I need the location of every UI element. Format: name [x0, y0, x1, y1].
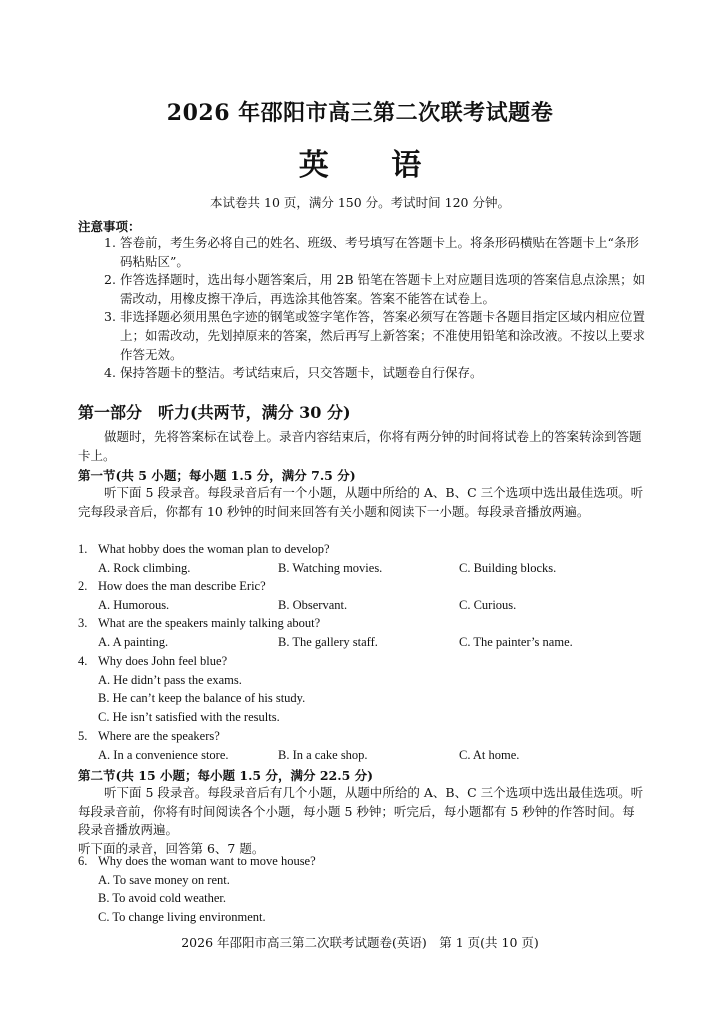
question-3 — [78, 614, 646, 651]
question-number: 5. — [78, 729, 88, 743]
exam-title: 2026 年邵阳市高三第二次联考试题卷 — [166, 100, 554, 126]
option-a: A. A painting. — [98, 634, 169, 649]
question-number: 6. — [78, 854, 88, 868]
notice-text: 作答选择题时，选出每小题答案后，用 2B 铅笔在答题卡上对应题目选项的答案信息点涂黑；如需改动，用橡皮擦干净后，再选涂其他答案。答案不能答在试卷上。 — [120, 272, 646, 306]
part1-description: 做题时，先将答案标在试卷上。录音内容结束后，你将有两分钟的时间将试卷上的答案转涂到答题卡上。 — [78, 429, 642, 463]
question-number: 4. — [78, 654, 88, 668]
notices-list — [104, 234, 646, 383]
notice-item — [104, 271, 646, 308]
option-c: C. Curious. — [459, 597, 517, 612]
question-stem: What are the speakers mainly talking about? — [98, 616, 321, 630]
notice-number: 4. — [104, 365, 116, 381]
notice-item — [104, 234, 646, 271]
option-b: B. Watching movies. — [278, 560, 383, 575]
question-4 — [78, 652, 646, 726]
option-c: C. To change living environment. — [98, 909, 266, 924]
option-a: A. Humorous. — [98, 597, 170, 612]
option-a: A. In a convenience store. — [98, 747, 229, 762]
notice-number: 3. — [104, 309, 116, 325]
question-stem: Why does John feel blue? — [98, 654, 228, 668]
option-c: C. At home. — [459, 747, 520, 762]
notice-item — [104, 308, 646, 364]
exam-info: 本试卷共 10 页，满分 150 分。考试时间 120 分钟。 — [210, 195, 510, 210]
option-b: B. Observant. — [278, 597, 348, 612]
notice-text: 非选择题必须用黑色字迹的钢笔或签字笔作答，答案必须写在答题卡各题目指定区域内相应位置上；如需改动，先划掉原来的答案，然后再写上新答案；不准使用铅笔和涂改液。不按以上要求作答无效。 — [120, 309, 646, 362]
option-a: A. To save money on rent. — [98, 872, 230, 887]
notice-item — [104, 364, 646, 383]
section2-heading: 第二节(共 15 小题；每小题 1.5 分，满分 22.5 分) — [78, 768, 374, 783]
notice-number: 1. — [104, 235, 116, 250]
question-stem: Why does the woman want to move house? — [98, 854, 316, 868]
question-2 — [78, 577, 646, 614]
section2-description: 听下面 5 段录音。每段录音后有几个小题，从题中所给的 A、B、C 三个选项中选出最佳选项。听每段录音前，你将有时间阅读各个小题，每小题 5 秒钟；听完后，每小题都有 5 秒钟的作答时间。每段录音播放两遍。 — [78, 785, 644, 838]
option-b: B. The gallery staff. — [278, 634, 378, 649]
question-5 — [78, 727, 646, 764]
option-c: C. Building blocks. — [459, 560, 557, 575]
option-c: C. The painter’s name. — [459, 634, 573, 649]
option-a: A. He didn’t pass the exams. — [98, 672, 242, 687]
section1-heading: 第一节(共 5 小题；每小题 1.5 分，满分 7.5 分) — [78, 468, 356, 483]
option-b: B. To avoid cold weather. — [98, 891, 227, 906]
question-number: 1. — [78, 542, 88, 556]
question-number: 2. — [78, 579, 88, 593]
notice-text: 答卷前，考生务必将自己的姓名、班级、考号填写在答题卡上。将条形码横贴在答题卡上“条形码粘贴区”。 — [120, 235, 639, 269]
option-a: A. Rock climbing. — [98, 560, 191, 575]
option-b: B. He can’t keep the balance of his study. — [98, 691, 306, 706]
page-footer: 2026 年邵阳市高三第二次联考试题卷(英语) 第 1 页(共 10 页) — [181, 935, 539, 950]
notices-heading: 注意事项： — [78, 219, 141, 234]
option-c: C. He isn’t satisfied with the results. — [98, 709, 280, 724]
question-number: 3. — [78, 616, 88, 630]
notice-number: 2. — [104, 272, 116, 288]
part1-heading: 第一部分 听力(共两节，满分 30 分) — [78, 403, 351, 422]
question-stem: How does the man describe Eric? — [98, 579, 266, 593]
option-b: B. In a cake shop. — [278, 747, 368, 762]
question-1 — [78, 540, 646, 577]
section1-description: 听下面 5 段录音。每段录音后有一个小题，从题中所给的 A、B、C 三个选项中选出最佳选项。听完每段录音后，你都有 10 秒钟的时间来回答有关小题和阅读下一小题。每段录音播放两遍。 — [78, 485, 644, 519]
question-stem: What hobby does the woman plan to develop? — [98, 542, 330, 556]
subject-title: 英 语 — [298, 148, 448, 183]
notice-text: 保持答题卡的整洁。考试结束后，只交答题卡，试题卷自行保存。 — [120, 365, 483, 381]
section2-subinstruction: 听下面的录音，回答第 6、7 题。 — [78, 841, 265, 856]
question-stem: Where are the speakers? — [98, 729, 220, 743]
question-6 — [78, 852, 646, 926]
